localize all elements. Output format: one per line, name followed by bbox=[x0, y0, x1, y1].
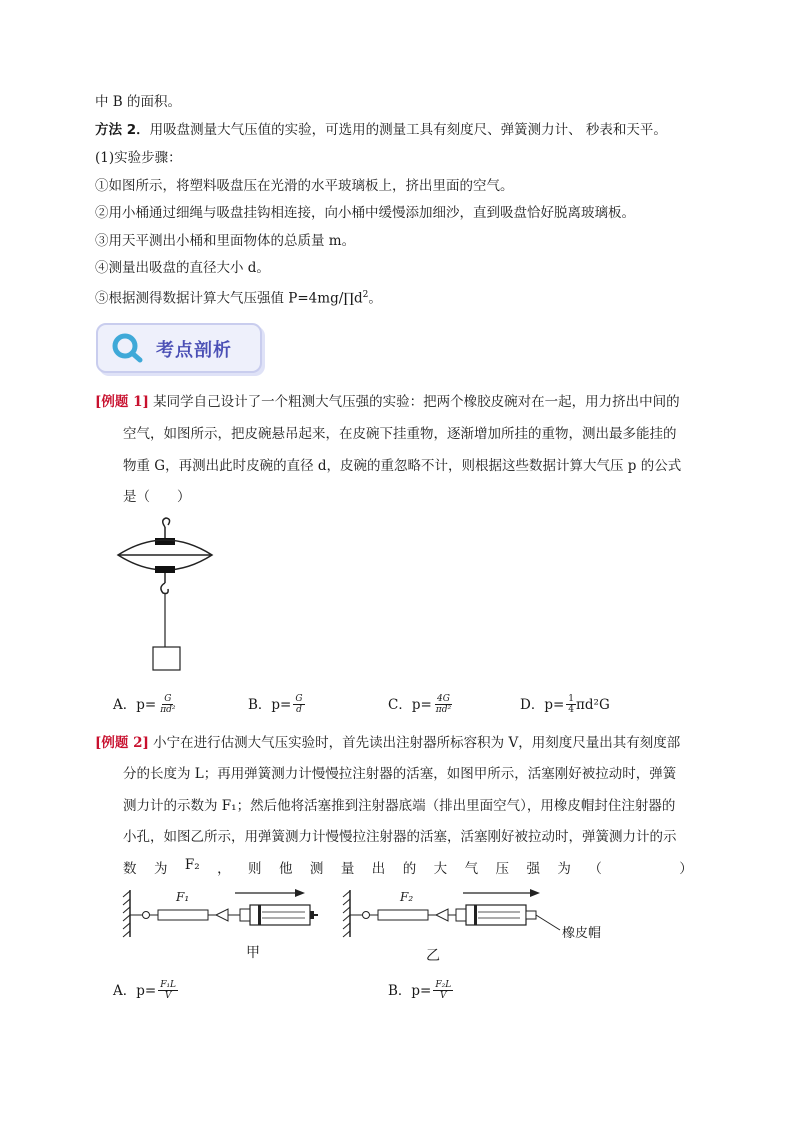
line5-char: 压 bbox=[495, 861, 510, 877]
example1-line2: 空气，如图所示，把皮碗悬吊起来，在皮碗下挂重物，逐渐增加所挂的重物，测出最多能挂的 bbox=[123, 426, 677, 442]
force-label-f2: F₂ bbox=[400, 890, 414, 904]
example2-option-a[interactable] bbox=[113, 980, 178, 1001]
step-2: ②用小桶通过细绳与吸盘挂钩相连接，向小桶中缓慢添加细沙，直到吸盘恰好脱离玻璃板。 bbox=[95, 205, 635, 221]
example1-option-a[interactable] bbox=[113, 694, 178, 715]
example1-option-b[interactable] bbox=[248, 694, 305, 715]
fraction-numerator: G bbox=[295, 694, 303, 704]
example1-line1 bbox=[95, 392, 680, 412]
step-3: ③用天平测出小桶和里面物体的总质量 m。 bbox=[95, 233, 356, 249]
option-d-rest: πd²G bbox=[576, 696, 610, 713]
fraction-numerator: 4G bbox=[436, 694, 450, 704]
fraction-denominator: 4 bbox=[568, 705, 575, 715]
example2-line4: 小孔，如图乙所示，用弹簧测力计慢慢拉注射器的活塞，活塞刚好被拉动时，弹簧测力计的示 bbox=[123, 829, 677, 845]
line5-char: ， bbox=[217, 861, 231, 877]
example2-tag: [例题 2] bbox=[95, 735, 149, 751]
example2-option-b[interactable] bbox=[388, 980, 453, 1001]
line5-char: 为 bbox=[557, 861, 571, 877]
step-1: ①如图所示，将塑料吸盘压在光滑的水平玻璃板上，挤出里面的空气。 bbox=[95, 178, 514, 194]
steps-title: (1)实验步骤： bbox=[95, 150, 182, 166]
option-c-fraction bbox=[434, 694, 453, 715]
fraction-numerator: G bbox=[164, 694, 172, 704]
option-c-label: C．p= bbox=[388, 696, 432, 713]
line5-char: 量 bbox=[340, 861, 355, 877]
fraction-denominator: πd² bbox=[160, 705, 176, 715]
method2-label: 方法 2． bbox=[95, 122, 150, 138]
line5-char: 强 bbox=[526, 861, 540, 877]
line5-char: 则 bbox=[248, 861, 262, 877]
fraction-numerator: 1 bbox=[568, 694, 575, 704]
option-b-fraction bbox=[293, 694, 304, 715]
line5-char: 测 bbox=[309, 861, 324, 877]
step-5-sup: 2 bbox=[362, 290, 369, 300]
option-a-label: A．p= bbox=[113, 696, 157, 713]
fraction-denominator: V bbox=[440, 991, 447, 1001]
rubber-cap-label: 橡皮帽 bbox=[562, 926, 602, 941]
fraction-numerator: F₂L bbox=[435, 980, 452, 990]
example1-tag: [例题 1] bbox=[95, 394, 149, 410]
fraction-denominator: V bbox=[164, 991, 172, 1001]
example1-text: 某同学自己设计了一个粗测大气压强的实验：把两个橡胶皮碗对在一起，用力挤出中间的 bbox=[148, 394, 680, 410]
line5-char: 数 bbox=[123, 861, 137, 877]
caption-jia: 甲 bbox=[246, 945, 260, 961]
line5-char: 出 bbox=[371, 861, 386, 877]
option-b-label: B．p= bbox=[248, 696, 292, 713]
step-5-suffix: 。 bbox=[368, 290, 382, 307]
option-b-fraction bbox=[433, 980, 453, 1001]
step-5 bbox=[95, 285, 382, 309]
option-a-fraction bbox=[158, 694, 177, 715]
example2-line3: 测力计的示数为 F₁；然后他将活塞推到注射器底端（排出里面空气），用橡皮帽封住注射器的 bbox=[123, 798, 676, 814]
text-line: 中 B 的面积。 bbox=[95, 94, 182, 110]
line5-char: 他 bbox=[278, 861, 293, 877]
example2-text: 小宁在进行估测大气压实验时，首先读出注射器所标容积为 V，用刻度尺量出其有刻度部 bbox=[148, 735, 681, 751]
method2-text: 用吸盘测量大气压值的实验，可选用的测量工具有刻度尺、弹簧测力计、 秒表和天平。 bbox=[149, 122, 667, 138]
example2-line2: 分的长度为 L；再用弹簧测力计慢慢拉注射器的活塞，如图甲所示，活塞刚好被拉动时，弹簧 bbox=[123, 766, 677, 782]
line5-char: （ bbox=[588, 861, 602, 877]
search-icon bbox=[110, 331, 144, 363]
method2-paragraph bbox=[95, 120, 667, 140]
line5-char: F₂ bbox=[184, 857, 200, 873]
fraction-denominator: d bbox=[296, 705, 302, 715]
option-b-label: B．p= bbox=[388, 982, 432, 999]
force-label-f1: F₁ bbox=[176, 890, 190, 904]
line5-char: 大 bbox=[433, 861, 448, 877]
option-a-label: A．p= bbox=[113, 982, 157, 999]
example1-line3: 物重 G，再测出此时皮碗的直径 d，皮碗的重忽略不计，则根据这些数据计算大气压 p 的公式 bbox=[123, 458, 682, 474]
option-d-label: D．p= bbox=[520, 696, 565, 713]
example1-option-d[interactable] bbox=[520, 694, 610, 715]
section-badge-label: 考点剖析 bbox=[156, 340, 232, 361]
fraction-numerator: F₁L bbox=[160, 980, 177, 990]
line5-char: 气 bbox=[464, 861, 479, 877]
fraction-denominator: πd² bbox=[435, 705, 452, 715]
caption-yi: 乙 bbox=[426, 948, 440, 964]
line5-char: ） bbox=[679, 861, 693, 877]
line5-char: 的 bbox=[402, 861, 417, 877]
suction-cups-figure bbox=[110, 515, 230, 675]
example2-line5 bbox=[123, 857, 693, 877]
option-a-fraction bbox=[158, 980, 178, 1001]
step-5-text: ⑤根据测得数据计算大气压强值 P=4mg/∏d bbox=[95, 290, 363, 307]
step-4: ④测量出吸盘的直径大小 d。 bbox=[95, 260, 270, 276]
example1-line4: 是（ ） bbox=[123, 489, 191, 505]
example2-line1 bbox=[95, 733, 680, 753]
option-d-fraction bbox=[566, 694, 576, 715]
example1-option-c[interactable] bbox=[388, 694, 453, 715]
line5-char: 为 bbox=[153, 861, 168, 877]
